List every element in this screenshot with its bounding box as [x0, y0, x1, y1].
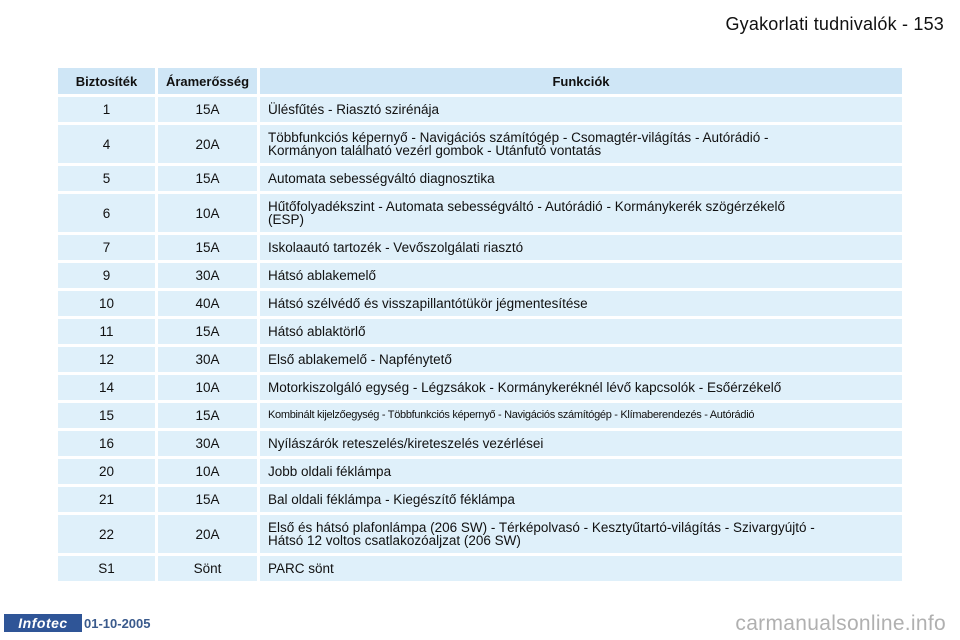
watermark: carmanualsonline.info — [735, 612, 946, 635]
column-header-amperage: Áramerősség — [158, 68, 260, 97]
fuse-functions — [260, 194, 902, 235]
table-row — [58, 166, 902, 194]
fuse-number: 10 — [58, 291, 158, 319]
table-header-row — [58, 68, 902, 97]
footer-date: 01-10-2005 — [84, 615, 151, 631]
function-line: Bal oldali féklámpa - Kiegészítő féklámpa — [268, 492, 515, 507]
fuse-amperage: Sönt — [158, 556, 260, 584]
fuse-number: 4 — [58, 125, 158, 166]
function-line: Jobb oldali féklámpa — [268, 464, 392, 479]
table-row — [58, 556, 902, 584]
fuse-functions — [260, 431, 902, 459]
function-line: Motorkiszolgáló egység - Légzsákok - Kormánykeréknél lévő kapcsolók - Esőérzékelő — [268, 380, 782, 395]
fuse-amperage: 20A — [158, 515, 260, 556]
fuse-amperage: 30A — [158, 263, 260, 291]
fuse-number: 14 — [58, 375, 158, 403]
fuse-amperage: 15A — [158, 487, 260, 515]
table-row — [58, 431, 902, 459]
fuse-amperage: 10A — [158, 459, 260, 487]
function-line: Hűtőfolyadékszint - Automata sebességváltó - Autórádió - Kormánykerék szögérzékelő — [268, 199, 786, 214]
fuse-functions — [260, 556, 902, 584]
column-header-functions: Funkciók — [260, 68, 902, 97]
table-row — [58, 125, 902, 166]
fuse-amperage: 15A — [158, 97, 260, 125]
fuse-number: 21 — [58, 487, 158, 515]
fuse-amperage: 20A — [158, 125, 260, 166]
fuse-amperage: 10A — [158, 194, 260, 235]
fuse-amperage: 15A — [158, 166, 260, 194]
fuse-number: 15 — [58, 403, 158, 431]
fuse-amperage: 15A — [158, 235, 260, 263]
footer — [0, 612, 151, 634]
table-row — [58, 515, 902, 556]
fuse-amperage: 10A — [158, 375, 260, 403]
fuse-functions — [260, 487, 902, 515]
fuse-functions — [260, 291, 902, 319]
fuse-functions — [260, 347, 902, 375]
table-row — [58, 97, 902, 125]
table-row — [58, 194, 902, 235]
fuse-amperage: 15A — [158, 319, 260, 347]
function-line: Hátsó ablaktörlő — [268, 324, 366, 339]
table-row — [58, 347, 902, 375]
table-row — [58, 459, 902, 487]
fuse-number: 6 — [58, 194, 158, 235]
page-title: Gyakorlati tudnivalók - 153 — [725, 14, 944, 34]
fuse-functions — [260, 375, 902, 403]
function-line: Hátsó 12 voltos csatlakozóaljzat (206 SW) — [268, 533, 521, 548]
fuse-number: 1 — [58, 97, 158, 125]
fuse-functions — [260, 235, 902, 263]
table-row — [58, 263, 902, 291]
function-line: Első és hátsó plafonlámpa (206 SW) - Térképolvasó - Kesztyűtartó-világítás - Szivargyújtó - — [268, 520, 815, 535]
fuse-number: 16 — [58, 431, 158, 459]
table-row — [58, 291, 902, 319]
fuse-number: 11 — [58, 319, 158, 347]
fuse-number: 22 — [58, 515, 158, 556]
table-row — [58, 235, 902, 263]
function-line: Nyílászárók reteszelés/kireteszelés vezérlései — [268, 436, 544, 451]
fuse-amperage: 30A — [158, 347, 260, 375]
function-line: (ESP) — [268, 212, 305, 227]
table-row — [58, 375, 902, 403]
function-line: Kombinált kijelzőegység - Többfunkciós képernyő - Navigációs számítógép - Klímaberendezés - Autórádió — [268, 409, 755, 421]
fuse-functions — [260, 97, 902, 125]
fuse-number: 9 — [58, 263, 158, 291]
fuse-functions — [260, 166, 902, 194]
fuse-amperage: 15A — [158, 403, 260, 431]
column-header-fuse: Biztosíték — [58, 68, 158, 97]
fuse-number: 12 — [58, 347, 158, 375]
function-line: Első ablakemelő - Napfénytető — [268, 352, 452, 367]
infotec-logo: Infotec — [4, 614, 82, 632]
fuse-table — [58, 68, 902, 584]
fuse-functions — [260, 515, 902, 556]
table-row — [58, 319, 902, 347]
fuse-functions — [260, 263, 902, 291]
fuse-functions — [260, 459, 902, 487]
table-row — [58, 403, 902, 431]
function-line: Hátsó ablakemelő — [268, 268, 377, 283]
fuse-amperage: 40A — [158, 291, 260, 319]
function-line: Automata sebességváltó diagnosztika — [268, 171, 495, 186]
fuse-number: 7 — [58, 235, 158, 263]
table-row — [58, 487, 902, 515]
function-line: PARC sönt — [268, 561, 334, 576]
function-line: Ülésfűtés - Riasztó szirénája — [268, 102, 440, 117]
fuse-number: S1 — [58, 556, 158, 584]
fuse-amperage: 30A — [158, 431, 260, 459]
function-line: Iskolaautó tartozék - Vevőszolgálati riasztó — [268, 240, 524, 255]
fuse-number: 5 — [58, 166, 158, 194]
fuse-number: 20 — [58, 459, 158, 487]
fuse-functions — [260, 403, 902, 431]
function-line: Kormányon található vezérl gombok - Utánfutó vontatás — [268, 143, 602, 158]
function-line: Hátsó szélvédő és visszapillantótükör jégmentesítése — [268, 296, 588, 311]
fuse-functions — [260, 125, 902, 166]
function-line: Többfunkciós képernyő - Navigációs számítógép - Csomagtér-világítás - Autórádió - — [268, 130, 769, 145]
fuse-functions — [260, 319, 902, 347]
